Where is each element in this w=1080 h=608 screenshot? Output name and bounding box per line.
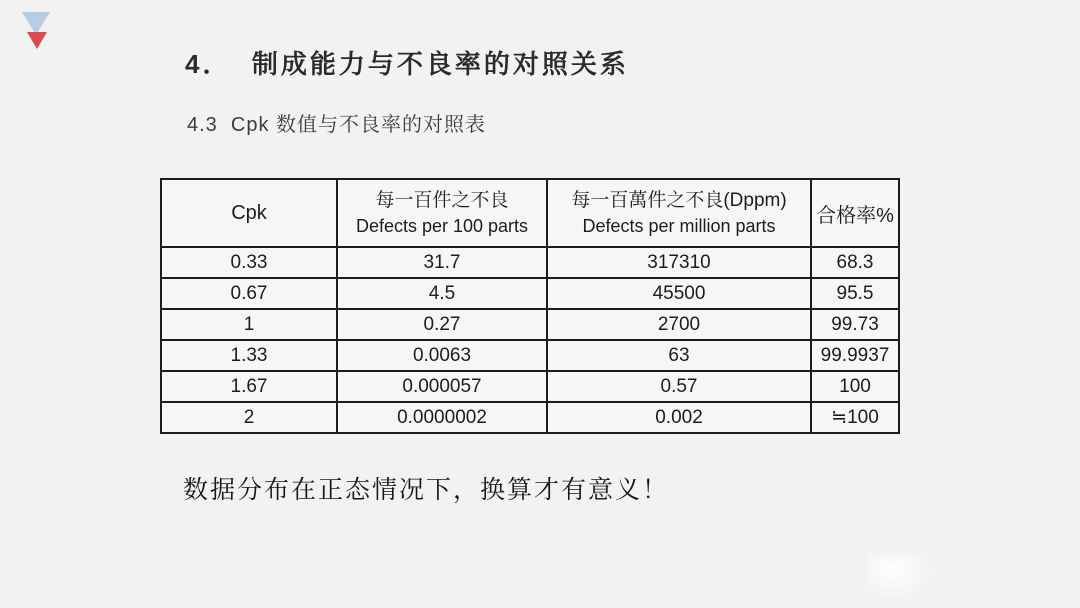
column-header-label: Cpk [231, 201, 267, 224]
watermark [866, 554, 936, 600]
table-cell: 31.7 [337, 247, 547, 278]
table-cell: 1.67 [161, 371, 337, 402]
table-row [161, 309, 899, 340]
table-cell: 2700 [547, 309, 811, 340]
column-header-defects-per-100 [337, 179, 547, 247]
table-cell: 0.000057 [337, 371, 547, 402]
table-cell: 0.33 [161, 247, 337, 278]
table-row [161, 402, 899, 433]
table-cell: 317310 [547, 247, 811, 278]
column-header-label-en: Defects per million parts [582, 216, 776, 236]
table-cell: 0.002 [547, 402, 811, 433]
column-header-defects-per-million [547, 179, 811, 247]
column-header-label-en: Defects per 100 parts [355, 216, 529, 236]
table-cell: 68.3 [811, 247, 899, 278]
column-header-label: 合格率% [816, 204, 894, 227]
table-row [161, 340, 899, 371]
section-subtitle: 4.3 Cpk 数值与不良率的对照表 [187, 114, 487, 136]
table-cell: ≒100 [811, 402, 899, 433]
table-cell: 99.9937 [811, 340, 899, 371]
table-row [161, 247, 899, 278]
column-header-cpk [161, 179, 337, 247]
page-title: 4． 制成能力与不良率的对照关系 [185, 49, 629, 79]
column-header-pass-rate [811, 179, 899, 247]
table-cell: 1.33 [161, 340, 337, 371]
column-header-label-zh: 每一百件之不良 [375, 190, 509, 211]
column-header-label-zh: 每一百萬件之不良(Dppm) [571, 190, 787, 211]
table-row [161, 371, 899, 402]
table-cell: 2 [161, 402, 337, 433]
table-cell: 1 [161, 309, 337, 340]
table-cell: 99.73 [811, 309, 899, 340]
table-header-row [161, 179, 899, 247]
triangle-down-icon [27, 32, 47, 49]
table-cell: 0.0000002 [337, 402, 547, 433]
table-row [161, 278, 899, 309]
cpk-defect-rate-table [160, 178, 900, 434]
table-cell: 0.0063 [337, 340, 547, 371]
table-cell: 45500 [547, 278, 811, 309]
table-cell: 0.27 [337, 309, 547, 340]
slide-logo [20, 10, 60, 55]
table-cell: 95.5 [811, 278, 899, 309]
footer-note: 数据分布在正态情况下，换算才有意义！ [183, 476, 670, 504]
table-cell: 4.5 [337, 278, 547, 309]
table-cell: 0.57 [547, 371, 811, 402]
cpk-table-container [160, 178, 900, 434]
table-cell: 0.67 [161, 278, 337, 309]
table-cell: 63 [547, 340, 811, 371]
table-cell: 100 [811, 371, 899, 402]
